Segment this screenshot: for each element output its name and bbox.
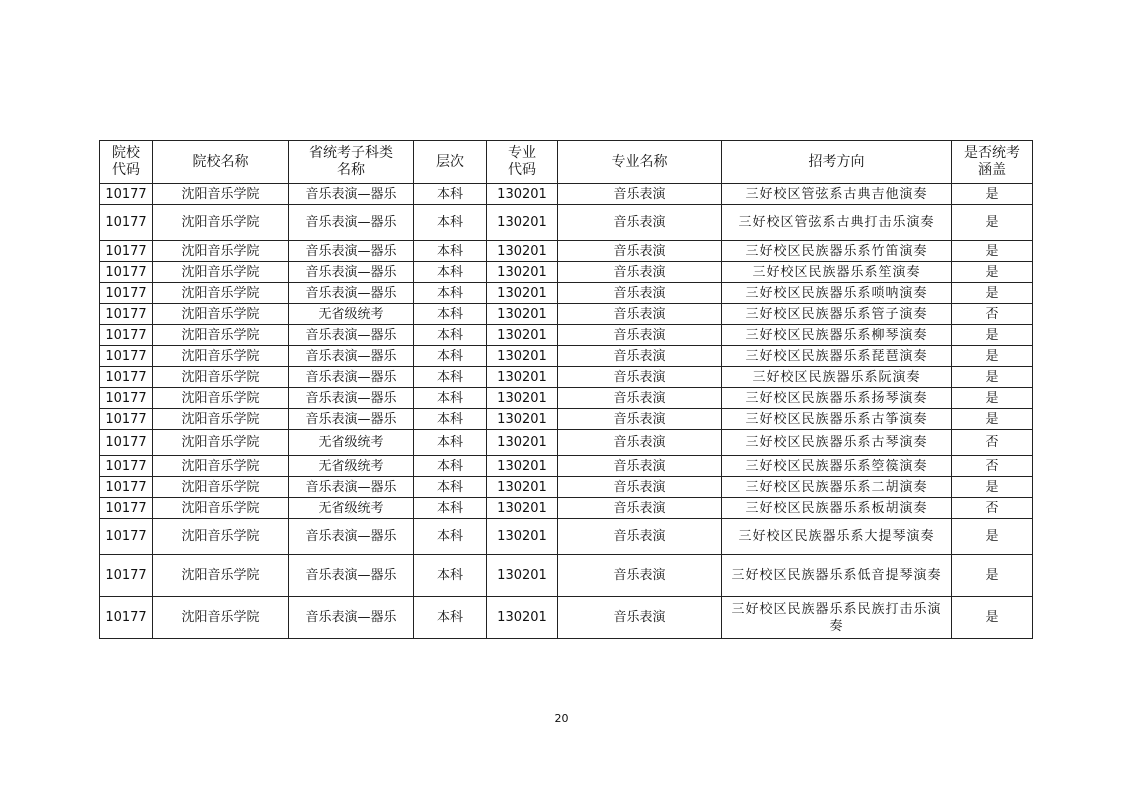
table-row	[100, 409, 1033, 430]
table-cell: 沈阳音乐学院	[153, 477, 289, 498]
table-cell: 否	[952, 498, 1033, 519]
table-row	[100, 477, 1033, 498]
table-cell: 音乐表演—器乐	[289, 597, 414, 639]
table-cell: 沈阳音乐学院	[153, 241, 289, 262]
table-row	[100, 325, 1033, 346]
table-cell: 音乐表演—器乐	[289, 346, 414, 367]
table-cell: 音乐表演—器乐	[289, 325, 414, 346]
table-cell: 音乐表演	[558, 498, 722, 519]
table-cell: 沈阳音乐学院	[153, 184, 289, 205]
table-cell: 本科	[414, 430, 487, 456]
table-cell: 音乐表演—器乐	[289, 262, 414, 283]
table-cell: 130201	[487, 597, 558, 639]
table-row	[100, 498, 1033, 519]
table-cell: 无省级统考	[289, 430, 414, 456]
table-row	[100, 346, 1033, 367]
column-header: 是否统考 涵盖	[952, 141, 1033, 184]
table-cell: 音乐表演	[558, 184, 722, 205]
table-cell: 三好校区民族器乐系大提琴演奏	[722, 519, 952, 555]
column-header: 招考方向	[722, 141, 952, 184]
table-cell: 三好校区民族器乐系箜篌演奏	[722, 456, 952, 477]
table-cell: 本科	[414, 184, 487, 205]
table-cell: 沈阳音乐学院	[153, 283, 289, 304]
table-cell: 无省级统考	[289, 304, 414, 325]
table-cell: 130201	[487, 346, 558, 367]
table-cell: 10177	[100, 597, 153, 639]
table-cell: 本科	[414, 346, 487, 367]
table-cell: 130201	[487, 325, 558, 346]
table-cell: 是	[952, 367, 1033, 388]
table-cell: 三好校区民族器乐系二胡演奏	[722, 477, 952, 498]
table-cell: 130201	[487, 477, 558, 498]
table-cell: 130201	[487, 388, 558, 409]
table-cell: 本科	[414, 241, 487, 262]
table-cell: 是	[952, 241, 1033, 262]
table-cell: 三好校区民族器乐系唢呐演奏	[722, 283, 952, 304]
table-row	[100, 241, 1033, 262]
table-cell: 无省级统考	[289, 456, 414, 477]
table-cell: 本科	[414, 555, 487, 597]
table-cell: 音乐表演—器乐	[289, 205, 414, 241]
table-cell: 沈阳音乐学院	[153, 346, 289, 367]
table-cell: 沈阳音乐学院	[153, 597, 289, 639]
table-cell: 10177	[100, 388, 153, 409]
table-cell: 音乐表演	[558, 262, 722, 283]
table-cell: 是	[952, 597, 1033, 639]
table-cell: 10177	[100, 283, 153, 304]
table-cell: 音乐表演	[558, 409, 722, 430]
table-cell: 三好校区管弦系古典打击乐演奏	[722, 205, 952, 241]
table-cell: 10177	[100, 477, 153, 498]
table-cell: 10177	[100, 519, 153, 555]
table-cell: 130201	[487, 205, 558, 241]
table-cell: 否	[952, 430, 1033, 456]
admissions-table	[99, 140, 1033, 639]
table-cell: 音乐表演	[558, 430, 722, 456]
table-cell: 130201	[487, 283, 558, 304]
table-row	[100, 430, 1033, 456]
table-cell: 是	[952, 346, 1033, 367]
table-cell: 音乐表演	[558, 597, 722, 639]
column-header: 层次	[414, 141, 487, 184]
table-cell: 130201	[487, 367, 558, 388]
table-cell: 是	[952, 555, 1033, 597]
table-cell: 是	[952, 283, 1033, 304]
table-cell: 本科	[414, 498, 487, 519]
table-cell: 三好校区民族器乐系笙演奏	[722, 262, 952, 283]
table-cell: 音乐表演	[558, 346, 722, 367]
table-cell: 130201	[487, 456, 558, 477]
table-cell: 音乐表演—器乐	[289, 283, 414, 304]
table-cell: 三好校区民族器乐系柳琴演奏	[722, 325, 952, 346]
table-cell: 本科	[414, 388, 487, 409]
table-cell: 是	[952, 519, 1033, 555]
table-cell: 10177	[100, 205, 153, 241]
table-cell: 本科	[414, 597, 487, 639]
table-row	[100, 304, 1033, 325]
table-cell: 三好校区民族器乐系管子演奏	[722, 304, 952, 325]
table-cell: 沈阳音乐学院	[153, 498, 289, 519]
table-row	[100, 283, 1033, 304]
table-cell: 三好校区民族器乐系板胡演奏	[722, 498, 952, 519]
table-cell: 130201	[487, 241, 558, 262]
table-cell: 是	[952, 477, 1033, 498]
table-cell: 130201	[487, 430, 558, 456]
table-cell: 10177	[100, 304, 153, 325]
table-header-row	[100, 141, 1033, 184]
table-cell: 沈阳音乐学院	[153, 555, 289, 597]
table-cell: 沈阳音乐学院	[153, 409, 289, 430]
table-cell: 音乐表演	[558, 367, 722, 388]
column-header: 专业名称	[558, 141, 722, 184]
table-cell: 音乐表演	[558, 456, 722, 477]
table-cell: 沈阳音乐学院	[153, 304, 289, 325]
table-cell: 10177	[100, 498, 153, 519]
column-header: 专业 代码	[487, 141, 558, 184]
table-cell: 本科	[414, 519, 487, 555]
table-cell: 130201	[487, 184, 558, 205]
table-cell: 10177	[100, 184, 153, 205]
table-cell: 10177	[100, 456, 153, 477]
table-cell: 本科	[414, 205, 487, 241]
table-cell: 沈阳音乐学院	[153, 367, 289, 388]
table-cell: 音乐表演—器乐	[289, 241, 414, 262]
table-cell: 三好校区民族器乐系琵琶演奏	[722, 346, 952, 367]
table-cell: 音乐表演	[558, 283, 722, 304]
table-row	[100, 388, 1033, 409]
table-cell: 10177	[100, 262, 153, 283]
page-number: 20	[554, 712, 569, 725]
table-cell: 音乐表演—器乐	[289, 367, 414, 388]
table-cell: 沈阳音乐学院	[153, 262, 289, 283]
table-cell: 音乐表演—器乐	[289, 409, 414, 430]
table-cell: 本科	[414, 477, 487, 498]
table-cell: 音乐表演	[558, 241, 722, 262]
table-cell: 沈阳音乐学院	[153, 456, 289, 477]
table-cell: 三好校区民族器乐系民族打击乐演奏	[722, 597, 952, 639]
table-cell: 沈阳音乐学院	[153, 388, 289, 409]
column-header: 院校名称	[153, 141, 289, 184]
table-cell: 本科	[414, 409, 487, 430]
table-cell: 三好校区管弦系古典吉他演奏	[722, 184, 952, 205]
table-cell: 音乐表演	[558, 477, 722, 498]
table-cell: 沈阳音乐学院	[153, 430, 289, 456]
table-cell: 否	[952, 456, 1033, 477]
table-cell: 10177	[100, 430, 153, 456]
table-cell: 本科	[414, 304, 487, 325]
table-cell: 是	[952, 409, 1033, 430]
table-cell: 沈阳音乐学院	[153, 325, 289, 346]
table-cell: 音乐表演—器乐	[289, 388, 414, 409]
table-cell: 10177	[100, 409, 153, 430]
table-cell: 音乐表演—器乐	[289, 184, 414, 205]
table-cell: 沈阳音乐学院	[153, 205, 289, 241]
table-cell: 是	[952, 262, 1033, 283]
table-cell: 是	[952, 184, 1033, 205]
table-cell: 是	[952, 325, 1033, 346]
table-cell: 音乐表演	[558, 325, 722, 346]
table-row	[100, 367, 1033, 388]
table-cell: 音乐表演	[558, 205, 722, 241]
table-cell: 三好校区民族器乐系阮演奏	[722, 367, 952, 388]
table-cell: 是	[952, 205, 1033, 241]
table-cell: 130201	[487, 519, 558, 555]
table-row	[100, 184, 1033, 205]
table-cell: 音乐表演—器乐	[289, 519, 414, 555]
table-cell: 130201	[487, 555, 558, 597]
table-cell: 三好校区民族器乐系扬琴演奏	[722, 388, 952, 409]
table-cell: 本科	[414, 262, 487, 283]
table-cell: 本科	[414, 367, 487, 388]
column-header: 省统考子科类 名称	[289, 141, 414, 184]
table-cell: 音乐表演	[558, 519, 722, 555]
table-row	[100, 262, 1033, 283]
table-cell: 三好校区民族器乐系古琴演奏	[722, 430, 952, 456]
table-row	[100, 597, 1033, 639]
table-cell: 音乐表演	[558, 304, 722, 325]
table-cell: 音乐表演—器乐	[289, 555, 414, 597]
table-cell: 130201	[487, 262, 558, 283]
table-cell: 否	[952, 304, 1033, 325]
table-cell: 130201	[487, 409, 558, 430]
table-row	[100, 555, 1033, 597]
table-cell: 10177	[100, 555, 153, 597]
table-cell: 10177	[100, 325, 153, 346]
table-cell: 10177	[100, 367, 153, 388]
table-cell: 三好校区民族器乐系古筝演奏	[722, 409, 952, 430]
table-cell: 本科	[414, 456, 487, 477]
table-cell: 130201	[487, 304, 558, 325]
table-cell: 本科	[414, 325, 487, 346]
table-cell: 音乐表演—器乐	[289, 477, 414, 498]
table-cell: 音乐表演	[558, 388, 722, 409]
table-cell: 是	[952, 388, 1033, 409]
table-cell: 本科	[414, 283, 487, 304]
table-cell: 10177	[100, 346, 153, 367]
table-cell: 音乐表演	[558, 555, 722, 597]
table-cell: 无省级统考	[289, 498, 414, 519]
table-cell: 三好校区民族器乐系竹笛演奏	[722, 241, 952, 262]
table-cell: 沈阳音乐学院	[153, 519, 289, 555]
table-row	[100, 519, 1033, 555]
table-cell: 130201	[487, 498, 558, 519]
column-header: 院校 代码	[100, 141, 153, 184]
table-row	[100, 456, 1033, 477]
table-cell: 10177	[100, 241, 153, 262]
table-row	[100, 205, 1033, 241]
table-cell: 三好校区民族器乐系低音提琴演奏	[722, 555, 952, 597]
